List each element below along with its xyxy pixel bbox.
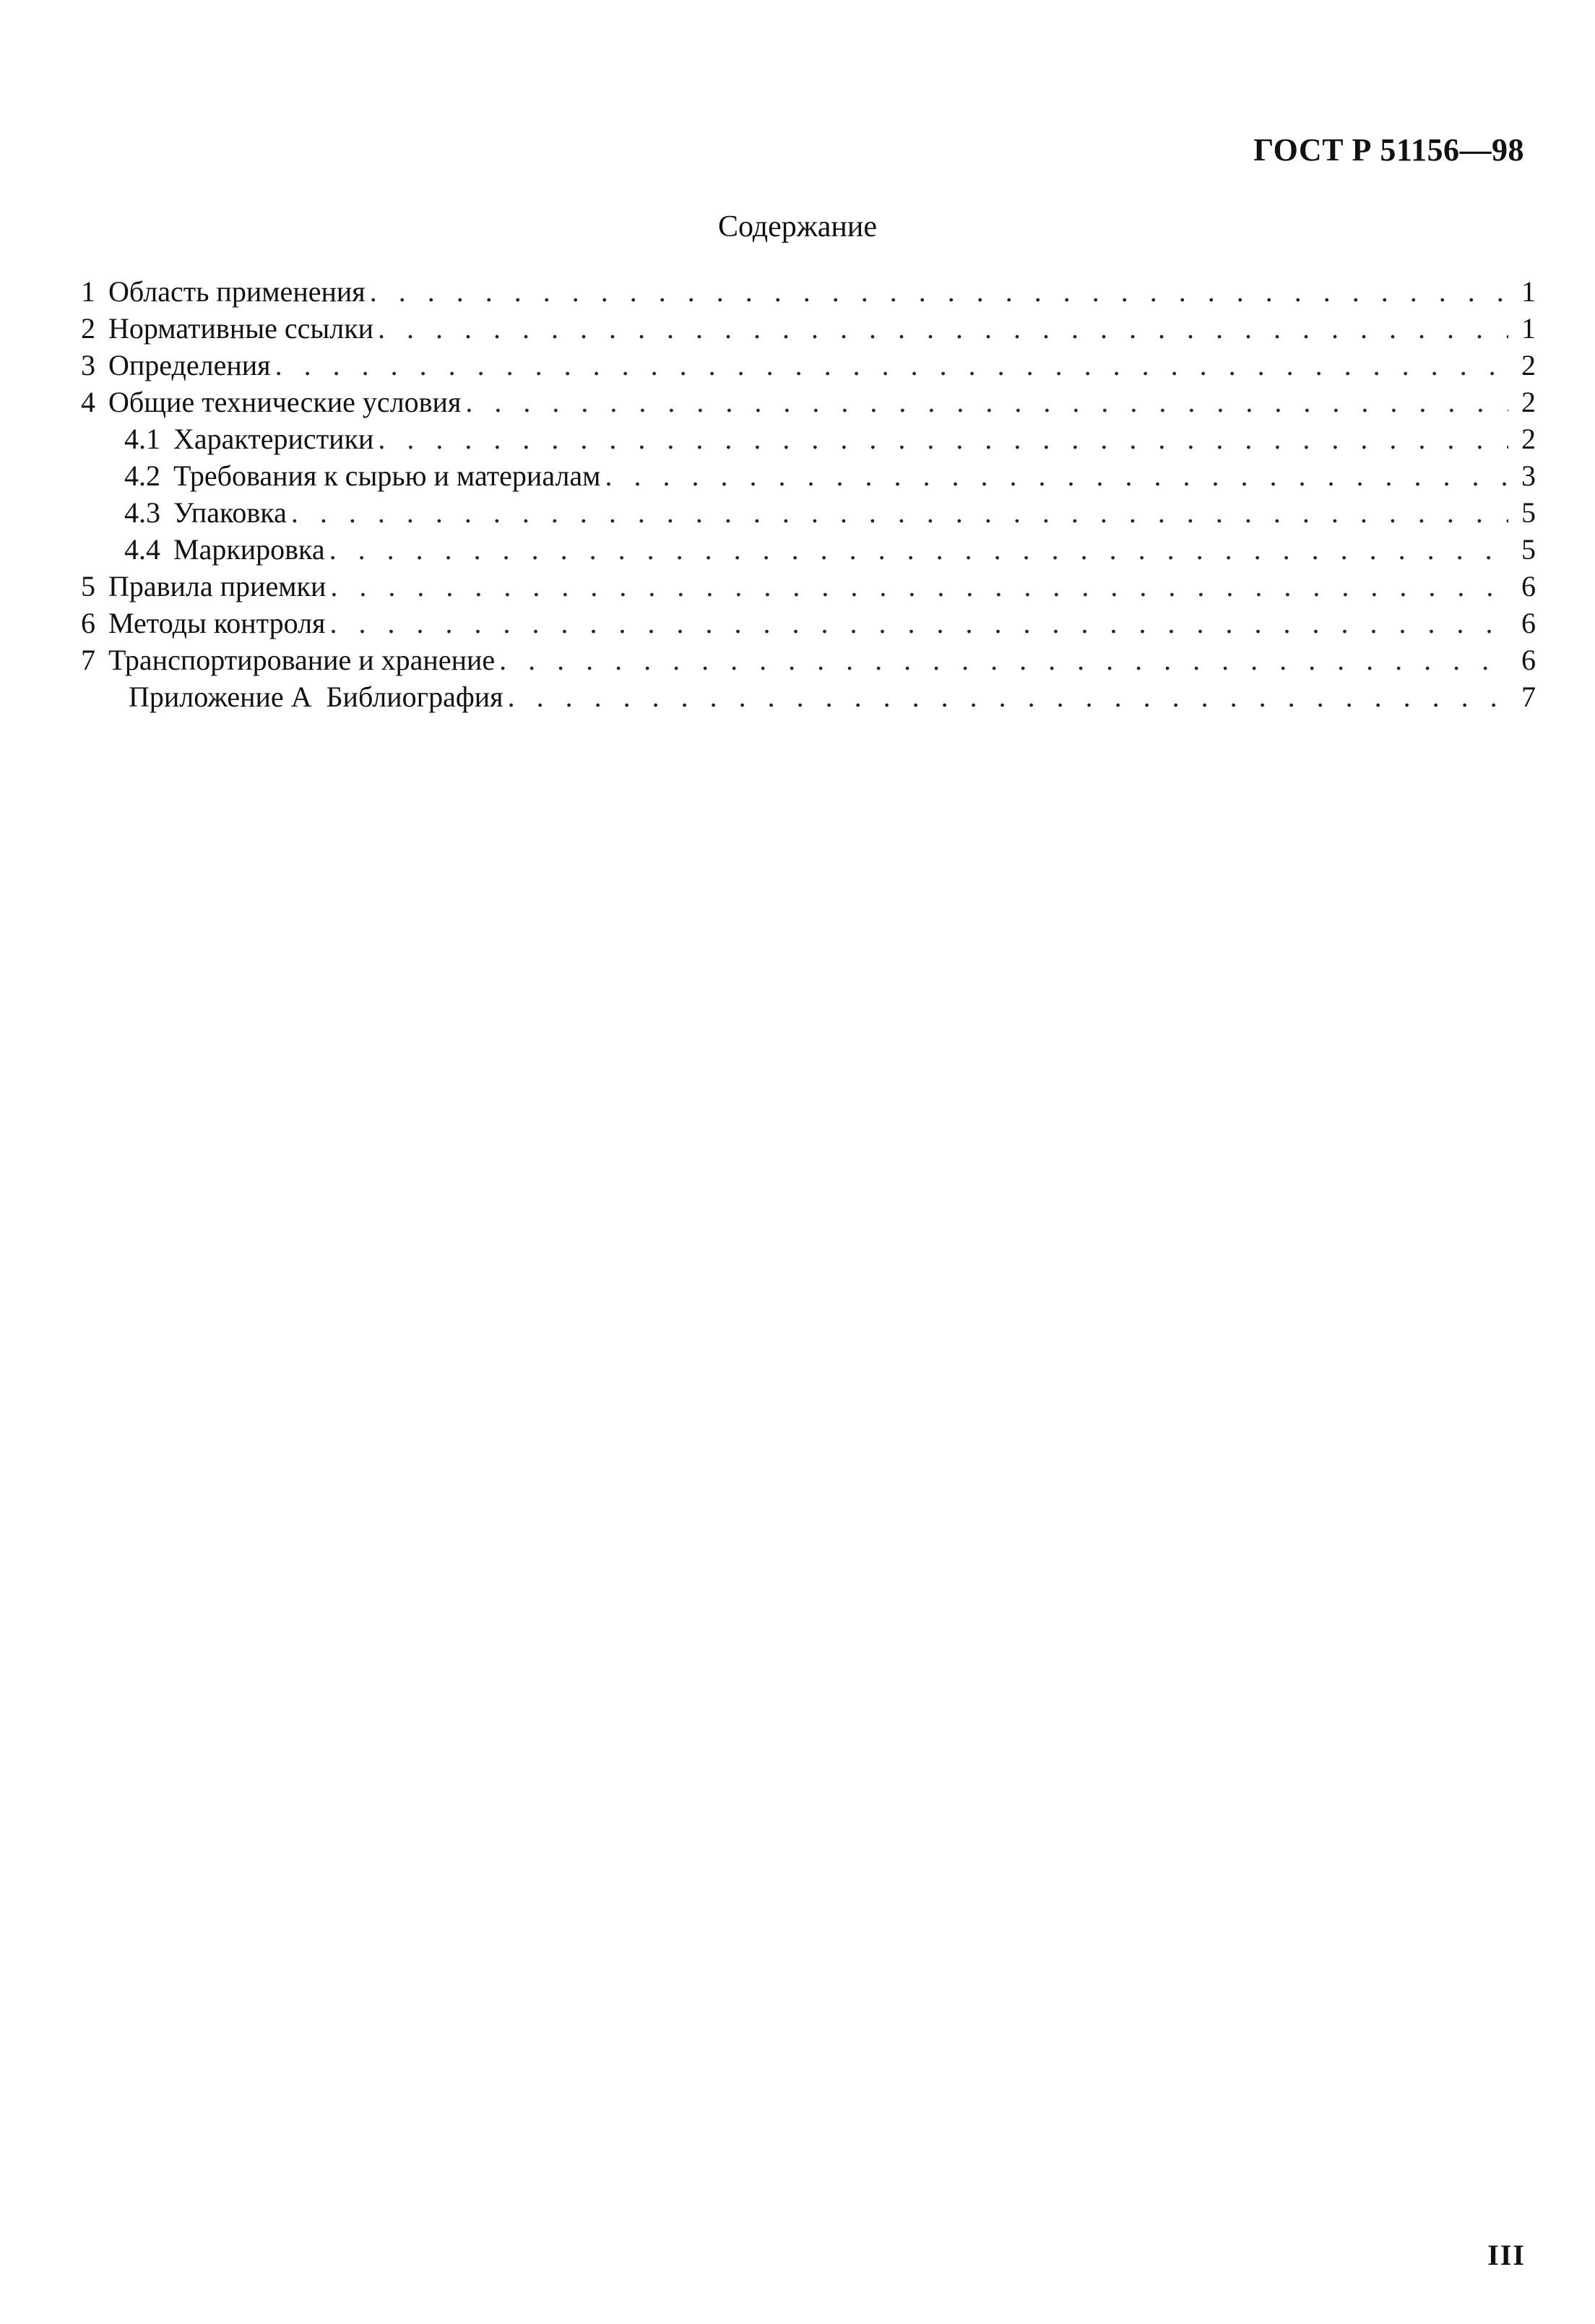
toc-entry-number: 4.1 — [124, 423, 160, 455]
toc-entry-page: 6 — [1521, 644, 1536, 676]
toc-subentry[interactable] — [81, 531, 1536, 568]
toc-entry-title: Методы контроля — [108, 607, 326, 639]
toc-entry-title: Нормативные ссылки — [108, 312, 374, 345]
toc-leader-dots — [605, 457, 1508, 494]
toc-entry-title: Общие технические условия — [108, 386, 462, 418]
toc-entry-title: Правила приемки — [108, 570, 327, 602]
toc-leader-dots — [329, 605, 1508, 642]
toc-entry-page: 3 — [1521, 459, 1536, 492]
toc-entry[interactable] — [81, 642, 1536, 678]
toc-entry-page: 5 — [1521, 533, 1536, 566]
toc-leader-dots — [378, 310, 1508, 347]
toc-entry[interactable] — [81, 568, 1536, 605]
toc-entry-number: 4 — [81, 386, 95, 418]
toc-entry-number: 5 — [81, 570, 95, 602]
toc-entry-page: 6 — [1521, 607, 1536, 639]
toc-leader-dots — [291, 494, 1508, 531]
toc-entry-page: 1 — [1521, 275, 1536, 308]
toc-entry-page: 7 — [1521, 681, 1536, 713]
toc-leader-dots — [275, 347, 1508, 384]
toc-entry[interactable] — [81, 310, 1536, 347]
toc-subentry[interactable] — [81, 420, 1536, 457]
toc-leader-dots — [330, 568, 1508, 605]
toc-appendix-entry[interactable] — [81, 678, 1536, 715]
toc-entry-title: Характеристики — [173, 423, 374, 455]
toc-entry-number: 4.4 — [124, 533, 160, 566]
toc-entry[interactable] — [81, 347, 1536, 384]
toc-entry-title: Область применения — [108, 275, 366, 308]
toc-title: Содержание — [717, 210, 878, 243]
toc-leader-dots — [499, 642, 1508, 678]
toc-entry-page: 2 — [1521, 423, 1536, 455]
toc-entry-title: Упаковка — [173, 496, 287, 529]
toc-entry-number: 3 — [81, 349, 95, 381]
document-code: ГОСТ Р 51156—98 — [1253, 132, 1524, 168]
toc-entry-number: 6 — [81, 607, 95, 639]
toc-entry-title: Приложение А Библиография — [129, 681, 503, 713]
toc-entry-title: Маркировка — [173, 533, 325, 566]
toc-entry[interactable] — [81, 273, 1536, 310]
toc-entry-page: 5 — [1521, 496, 1536, 529]
toc-leader-dots — [465, 384, 1508, 420]
toc-entry[interactable] — [81, 384, 1536, 420]
toc-entry-page: 2 — [1521, 386, 1536, 418]
toc-leader-dots — [329, 531, 1508, 568]
toc-entry-title: Транспортирование и хранение — [108, 644, 496, 676]
toc-leader-dots — [370, 273, 1508, 310]
toc-entry-number: 2 — [81, 312, 95, 345]
table-of-contents — [81, 273, 1536, 715]
page-number: III — [1487, 2239, 1526, 2271]
toc-entry-number: 7 — [81, 644, 95, 676]
toc-entry-page: 2 — [1521, 349, 1536, 381]
toc-leader-dots — [508, 678, 1508, 715]
toc-entry-title: Определения — [108, 349, 271, 381]
toc-leader-dots — [378, 420, 1508, 457]
toc-entry-number: 4.2 — [124, 459, 160, 492]
toc-entry[interactable] — [81, 605, 1536, 642]
toc-entry-page: 1 — [1521, 312, 1536, 345]
toc-entry-page: 6 — [1521, 570, 1536, 602]
toc-subentry[interactable] — [81, 494, 1536, 531]
toc-entry-number: 1 — [81, 275, 95, 308]
toc-entry-number: 4.3 — [124, 496, 160, 529]
toc-subentry[interactable] — [81, 457, 1536, 494]
toc-entry-title: Требования к сырью и материалам — [173, 459, 601, 492]
